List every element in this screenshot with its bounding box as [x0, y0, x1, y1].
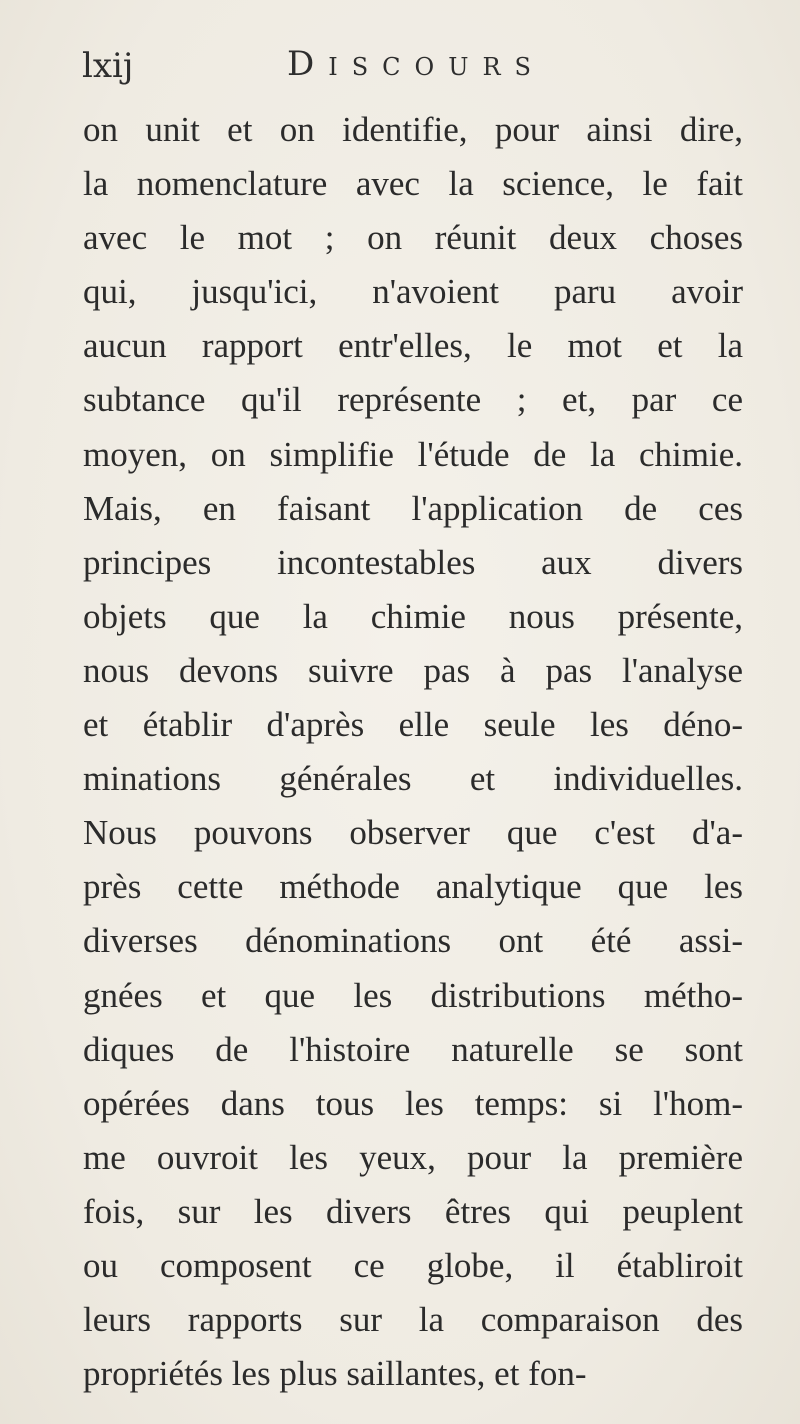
- text-line: opérées dans tous les temps: si l'hom-: [83, 1083, 743, 1123]
- text-line: Nous pouvons observer que c'est d'a-: [83, 813, 743, 853]
- text-line: avec le mot ; on réunit deux choses: [83, 218, 743, 258]
- page-number: lxij: [82, 46, 134, 86]
- text-line: objets que la chimie nous présente,: [83, 596, 743, 636]
- text-line: la nomenclature avec la science, le fait: [83, 164, 743, 204]
- text-line: ou composent ce globe, il établiroit: [83, 1245, 743, 1285]
- text-line: près cette méthode analytique que les: [83, 867, 743, 907]
- text-line: Mais, en faisant l'application de ces: [83, 488, 743, 528]
- text-line: me ouvroit les yeux, pour la première: [83, 1137, 743, 1177]
- text-line: fois, sur les divers êtres qui peuplent: [83, 1191, 743, 1231]
- text-line: minations générales et individuelles.: [83, 759, 743, 799]
- text-line: propriétés les plus saillantes, et fon-: [83, 1354, 587, 1394]
- text-line: leurs rapports sur la comparaison des: [83, 1300, 743, 1340]
- text-line: subtance qu'il représente ; et, par ce: [83, 380, 743, 420]
- running-title: Discours: [287, 44, 545, 84]
- text-line: diverses dénominations ont été assi-: [83, 921, 743, 961]
- text-line: et établir d'après elle seule les déno-: [83, 705, 743, 745]
- text-line: moyen, on simplifie l'étude de la chimie.: [83, 434, 743, 474]
- body-text: [83, 103, 743, 1401]
- text-line: gnées et que les distributions métho-: [83, 975, 743, 1015]
- text-line: principes incontestables aux divers: [83, 542, 743, 582]
- text-line: aucun rapport entr'elles, le mot et la: [83, 326, 743, 366]
- text-line: diques de l'histoire naturelle se sont: [83, 1029, 743, 1069]
- text-line: nous devons suivre pas à pas l'analyse: [83, 650, 743, 690]
- text-line: on unit et on identifie, pour ainsi dire,: [83, 110, 743, 149]
- text-line: qui, jusqu'ici, n'avoient paru avoir: [83, 272, 743, 312]
- page-header: [82, 38, 742, 98]
